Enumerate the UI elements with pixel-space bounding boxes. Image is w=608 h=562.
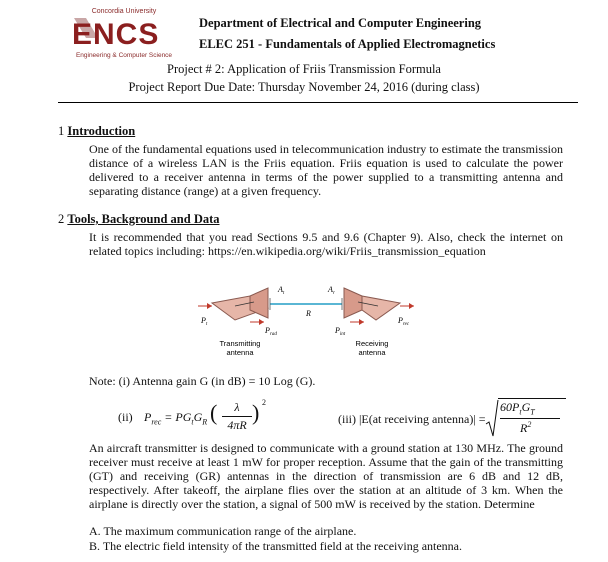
- logo-brand: ENCS: [72, 18, 160, 51]
- label-pt: P: [201, 316, 206, 325]
- question-letter: B.: [89, 539, 101, 553]
- eq-lambda: λ: [234, 400, 240, 414]
- rx-caption-1: Receiving: [355, 339, 389, 348]
- label-pint: P: [335, 326, 340, 335]
- equation-iii: [338, 398, 578, 442]
- label-ar: A: [328, 285, 333, 294]
- question-text: The electric field intensity of the transmitted field at the receiving antenna.: [102, 539, 463, 553]
- eq-ii-label: (ii): [118, 410, 133, 424]
- svg-text:Ar: [327, 285, 335, 296]
- project-title: Project # 2: Application of Friis Transmission Formula: [167, 62, 441, 76]
- receiving-antenna-icon: [344, 288, 400, 320]
- label-prad-sub: rad: [269, 332, 277, 337]
- eq-four-pi-r: 4πR: [227, 418, 247, 432]
- question-a: [89, 524, 563, 539]
- course-title: ELEC 251 - Fundamentals of Applied Electromagnetics: [199, 37, 496, 51]
- question-b: [89, 539, 563, 554]
- label-at-sub: t: [282, 291, 285, 296]
- tools-paragraph: It is recommended that you read Sections 9.5 and 9.6 (Chapter 9). Also, check the internet on related topics including: https://en.wikipedia.org/wiki/Friis_transmission_equation: [89, 230, 563, 258]
- question-letter: A.: [89, 524, 101, 538]
- section-number: 2: [58, 212, 65, 226]
- problem-statement: An aircraft transmitter is designed to communicate with a ground station at 130 MHz. The ground receiver must receive at least 1 mW for proper reception. Assume that the gain of the transmitting (GT) and receiving (GR) antennas in the direction of transmission are 6 dB and 12 dB, respectively. After takeoff, the airplane flies over the station at an altitude of 3 km. When the airplane is directly over the station, a signal of 500 mW is received by the station. Determine: [89, 441, 563, 511]
- svg-text:Prad: [264, 326, 277, 337]
- svg-text:At: [277, 285, 285, 296]
- rx-caption-2: antenna: [358, 348, 386, 357]
- label-prec-sub: rec: [402, 322, 410, 327]
- section-1-heading: [58, 124, 135, 139]
- label-pint-sub: int: [339, 332, 346, 337]
- equation-ii: (ii) $P_{rec} = PG_tG_R$ ( λ 4πR ) 2: [118, 398, 266, 432]
- label-at: A: [278, 285, 283, 294]
- label-pt-sub: t: [205, 322, 208, 327]
- section-number: 1: [58, 124, 65, 138]
- question-text: The maximum communication range of the airplane.: [103, 524, 357, 538]
- header-divider: [58, 102, 578, 103]
- friis-diagram: [190, 278, 420, 368]
- logo-subtitle: Engineering & Computer Science: [75, 52, 173, 59]
- eq-exponent: 2: [262, 398, 266, 407]
- transmitting-antenna-icon: [212, 288, 268, 320]
- eq-numerator: $60P_tG_T$: [500, 400, 535, 417]
- note-text: Note: (i) Antenna gain G (in dB) = 10 Log (G).: [89, 374, 316, 388]
- due-date: Project Report Due Date: Thursday November 24, 2016 (during class): [128, 80, 480, 94]
- tx-caption-2: antenna: [226, 348, 254, 357]
- tx-caption-1: Transmitting: [219, 339, 261, 348]
- label-prec: P: [398, 316, 403, 325]
- department-title: Department of Electrical and Computer Engineering: [199, 16, 482, 30]
- label-r: R: [306, 309, 311, 318]
- label-prad: P: [265, 326, 270, 335]
- logo-university: Concordia University: [91, 8, 157, 15]
- intro-paragraph: One of the fundamental equations used in telecommunication industry to estimate the transmission distance of a wireless LAN is the Friis equation. Friis equation is used to calculate the power delivered to a receiver antenna in terms of the power supplied to a transmitting antenna and separating distance (range) at a given frequency.: [89, 142, 563, 198]
- svg-text:Pint: [334, 326, 346, 337]
- label-ar-sub: r: [332, 291, 335, 296]
- svg-text:Pt: [200, 316, 208, 327]
- sqrt-sign: [485, 398, 499, 438]
- svg-text:Prec: [397, 316, 410, 327]
- section-2-heading: [58, 212, 220, 227]
- section-title: Introduction: [67, 124, 136, 138]
- eq-iii-text: (iii) |E(at receiving antenna)| =: [338, 412, 486, 426]
- eq-denominator: $R^2$: [520, 420, 532, 435]
- section-title: Tools, Background and Data: [67, 212, 220, 226]
- encs-logo: [68, 8, 180, 60]
